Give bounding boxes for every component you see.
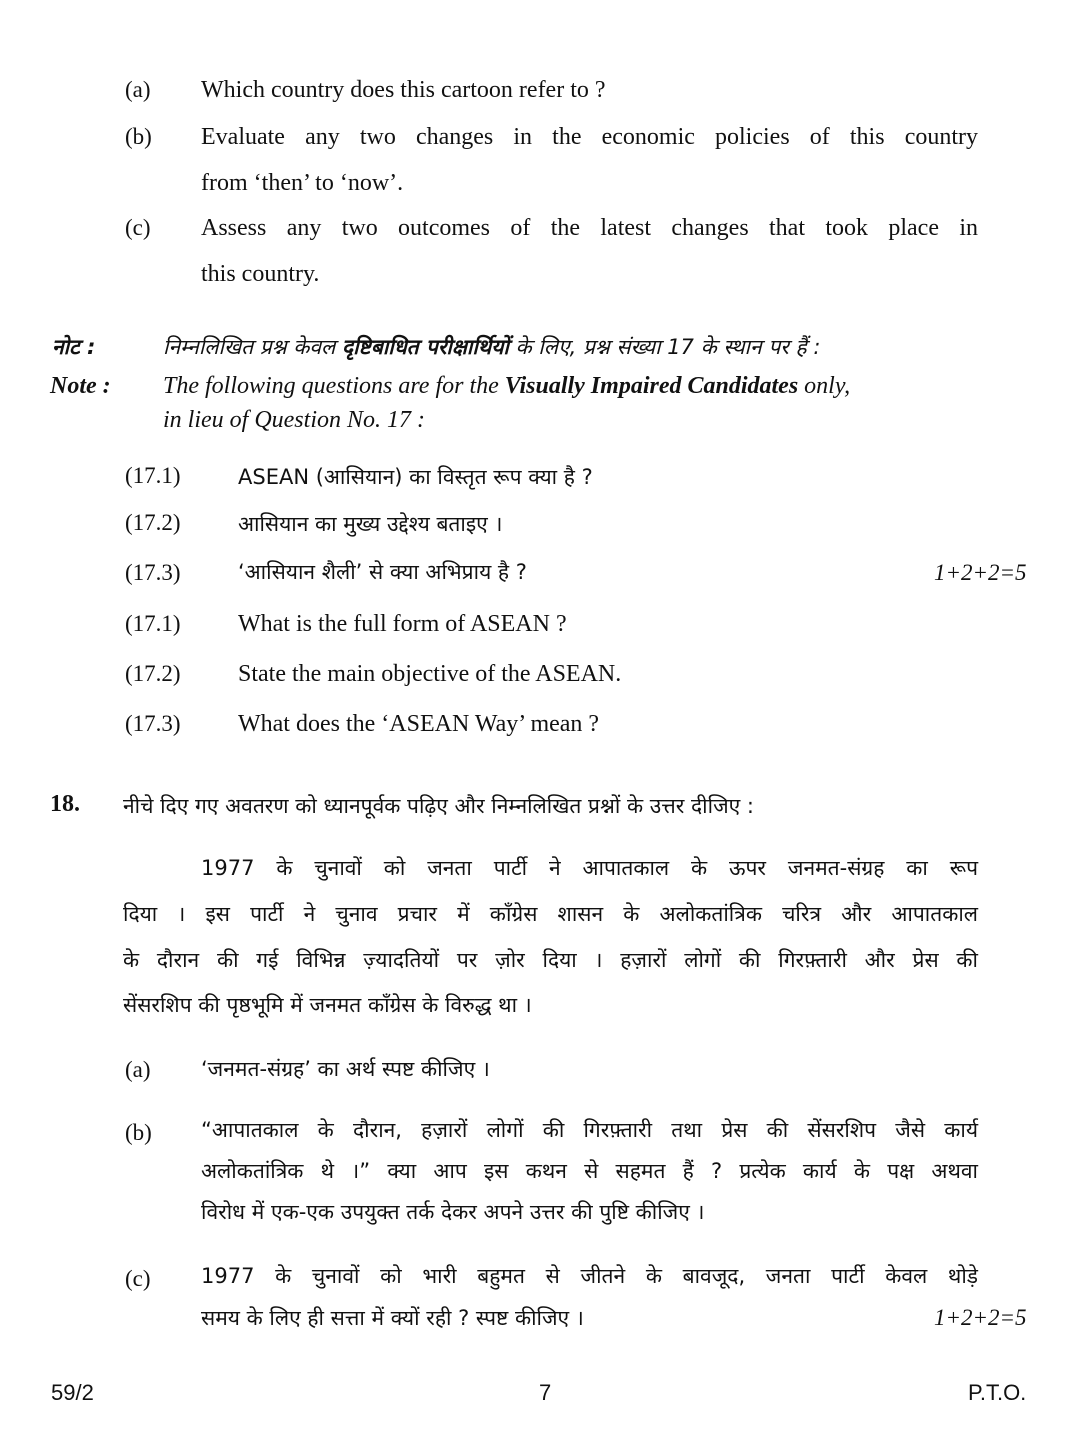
q18-b-line1: “आपातकाल के दौरान, हज़ारों लोगों की गिरफ़्तारी तथा प्रेस की सेंसरशिप जैसे कार्य <box>201 1118 978 1142</box>
q18-number: 18. <box>50 791 80 817</box>
top-q-b-line1: Evaluate any two changes in the economic policies of this country <box>201 124 978 150</box>
note-hindi-text: निम्नलिखित प्रश्न केवल दृष्टिबाधित परीक्षार्थियों के लिए, प्रश्न संख्या 17 के स्थान पर हैं : <box>163 335 821 359</box>
note-english-label: Note : <box>50 373 111 399</box>
vi-english-q1-num: (17.1) <box>125 611 181 636</box>
top-q-b-line2: from ‘then’ to ‘now’. <box>201 170 404 196</box>
top-q-a-text: Which country does this cartoon refer to ? <box>201 77 606 103</box>
q18-a-line1: ‘जनमत-संग्रह’ का अर्थ स्पष्ट कीजिए । <box>201 1057 490 1081</box>
q18-passage-line1: 1977 के चुनावों को जनता पार्टी ने आपातकाल के ऊपर जनमत-संग्रह का रूप <box>201 856 978 880</box>
note-english-line1: The following questions are for the Visually Impaired Candidates only, <box>163 373 851 399</box>
vi-hindi-q2-num: (17.2) <box>125 510 181 535</box>
footer-pto: P.T.O. <box>968 1380 1027 1405</box>
vi-english-q1-text: What is the full form of ASEAN ? <box>238 611 567 637</box>
q18-c-label: (c) <box>125 1266 151 1291</box>
top-q-b-label: (b) <box>125 124 152 149</box>
q18-b-line3: विरोध में एक-एक उपयुक्त तर्क देकर अपने उत्तर की पुष्टि कीजिए । <box>201 1200 705 1224</box>
note-english-line2: in lieu of Question No. 17 : <box>163 407 425 433</box>
vi-english-q3-num: (17.3) <box>125 711 181 736</box>
q18-c-line1: 1977 के चुनावों को भारी बहुमत से जीतने के बावजूद, जनता पार्टी केवल थोड़े <box>201 1264 978 1288</box>
vi-english-q2-text: State the main objective of the ASEAN. <box>238 661 622 687</box>
q18-a-label: (a) <box>125 1057 151 1082</box>
q18-passage-line4: सेंसरशिप की पृष्ठभूमि में जनमत काँग्रेस के विरुद्ध था । <box>123 993 532 1017</box>
q18-b-label: (b) <box>125 1120 152 1145</box>
top-q-c-line2: this country. <box>201 261 320 287</box>
vi-english-q3-text: What does the ‘ASEAN Way’ mean ? <box>238 711 600 737</box>
q18-instruction: नीचे दिए गए अवतरण को ध्यानपूर्वक पढ़िए और निम्नलिखित प्रश्नों के उत्तर दीजिए : <box>123 794 755 818</box>
vi-marks: 1+2+2=5 <box>934 560 1027 585</box>
q18-passage-line2: दिया । इस पार्टी ने चुनाव प्रचार में काँग्रेस शासन के अलोकतांत्रिक चरित्र और आपातकाल <box>123 902 978 926</box>
vi-hindi-q2-text: आसियान का मुख्य उद्देश्य बताइए । <box>238 512 503 536</box>
vi-hindi-q1-num: (17.1) <box>125 463 181 488</box>
footer-paper-code: 59/2 <box>51 1380 94 1405</box>
vi-hindi-q3-text: ‘आसियान शैली’ से क्या अभिप्राय है ? <box>238 560 527 584</box>
top-q-c-line1: Assess any two outcomes of the latest changes that took place in <box>201 215 978 241</box>
footer-page-number: 7 <box>539 1380 552 1405</box>
top-q-c-label: (c) <box>125 215 151 240</box>
q18-b-line2: अलोकतांत्रिक थे ।” क्या आप इस कथन से सहमत हैं ? प्रत्येक कार्य के पक्ष अथवा <box>201 1159 978 1183</box>
vi-hindi-q3-num: (17.3) <box>125 560 181 585</box>
vi-english-q2-num: (17.2) <box>125 661 181 686</box>
q18-marks: 1+2+2=5 <box>934 1305 1027 1330</box>
q18-passage-line3: के दौरान की गई विभिन्न ज़्यादतियों पर ज़ोर दिया । हज़ारों लोगों की गिरफ़्तारी और प्रेस की <box>123 948 978 972</box>
top-q-a-label: (a) <box>125 77 151 102</box>
note-hindi-label: नोट : <box>52 335 96 359</box>
vi-hindi-q1-text: ASEAN (आसियान) का विस्तृत रूप क्या है ? <box>238 465 593 489</box>
q18-c-line2: समय के लिए ही सत्ता में क्यों रही ? स्पष्ट कीजिए । <box>201 1306 584 1330</box>
